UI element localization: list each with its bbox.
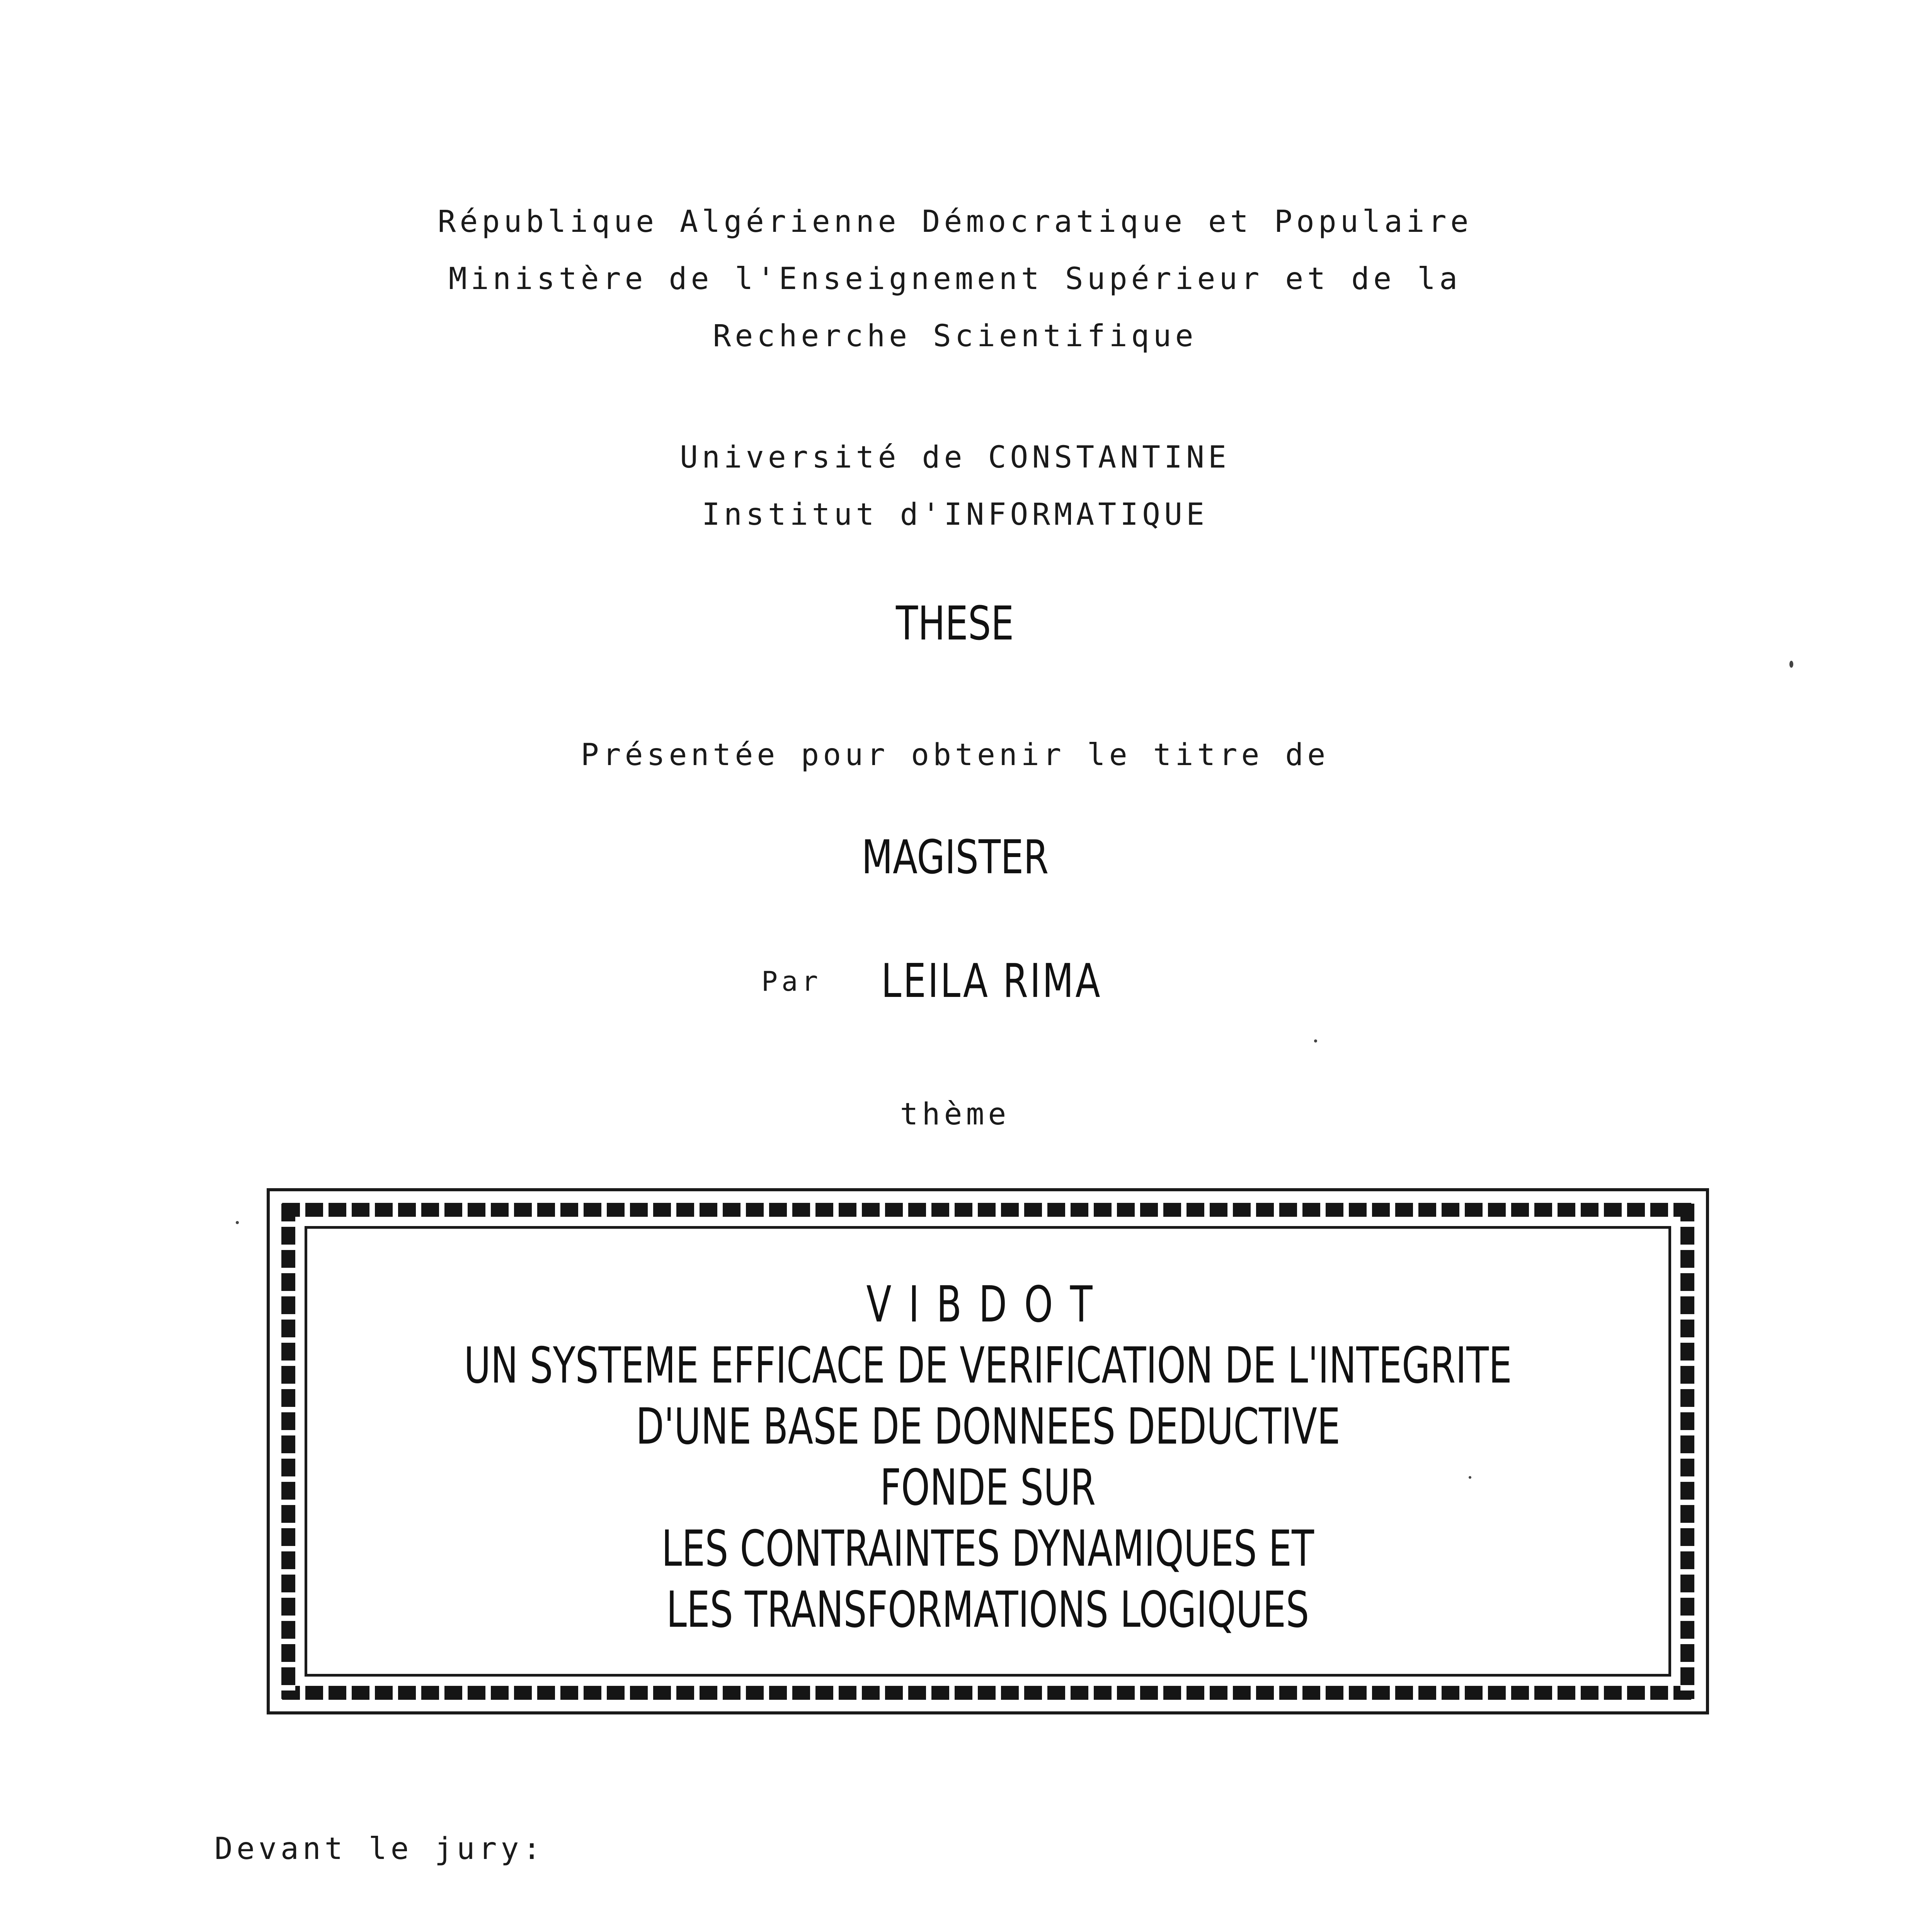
frame-bottom-dashes: [282, 1686, 1694, 1700]
scan-speck: [1314, 1039, 1317, 1043]
scan-speck: [236, 1221, 239, 1224]
document-type: [0, 597, 1910, 674]
frame-top-dashes: [282, 1203, 1694, 1217]
title-line-text: LES TRANSFORMATIONS LOGIQUES: [666, 1581, 1309, 1639]
jury-heading: Devant le jury:: [214, 1832, 545, 1866]
document-type-text: THESE: [896, 597, 1014, 651]
title-line: [270, 1335, 1706, 1396]
author-line: [761, 954, 1164, 1008]
thesis-title: [270, 1274, 1706, 1641]
degree-text: MAGISTER: [861, 831, 1049, 884]
title-line-text: LES CONTRAINTES DYNAMIQUES ET: [661, 1520, 1314, 1578]
theme-label: thème: [900, 1097, 1010, 1132]
title-acronym: VIBDOT: [866, 1276, 1110, 1333]
author-prefix: Par: [761, 965, 822, 997]
institute-name: Institut d'INFORMATIQUE: [701, 497, 1209, 532]
title-line-text: UN SYSTEME EFFICACE DE VERIFICATION DE L'INTEGRITE: [464, 1337, 1512, 1395]
university-name: Université de CONSTANTINE: [680, 440, 1230, 475]
institution-block: [0, 429, 1910, 543]
title-line: [270, 1458, 1706, 1519]
title-line-text: FONDE SUR: [880, 1459, 1096, 1517]
title-line: [270, 1580, 1706, 1641]
presented-for: Présentée pour obtenir le titre de: [580, 738, 1330, 772]
title-line-text: D'UNE BASE DE DONNEES DEDUCTIVE: [635, 1398, 1340, 1456]
scan-speck: [1469, 1476, 1471, 1479]
title-frame: [267, 1188, 1709, 1714]
degree: [0, 831, 1910, 884]
title-line: [270, 1519, 1706, 1580]
author-name: LEILA RIMA: [881, 954, 1102, 1008]
ministry-header: [0, 193, 1910, 365]
header-line-1: République Algérienne Démocratique et Populaire: [437, 204, 1473, 239]
scan-speck: [1789, 661, 1793, 668]
title-line: [270, 1396, 1706, 1458]
header-line-2: Ministère de l'Enseignement Supérieur et de la: [448, 262, 1462, 296]
title-acronym-line: [270, 1274, 1706, 1335]
header-line-3: Recherche Scientifique: [713, 319, 1197, 354]
